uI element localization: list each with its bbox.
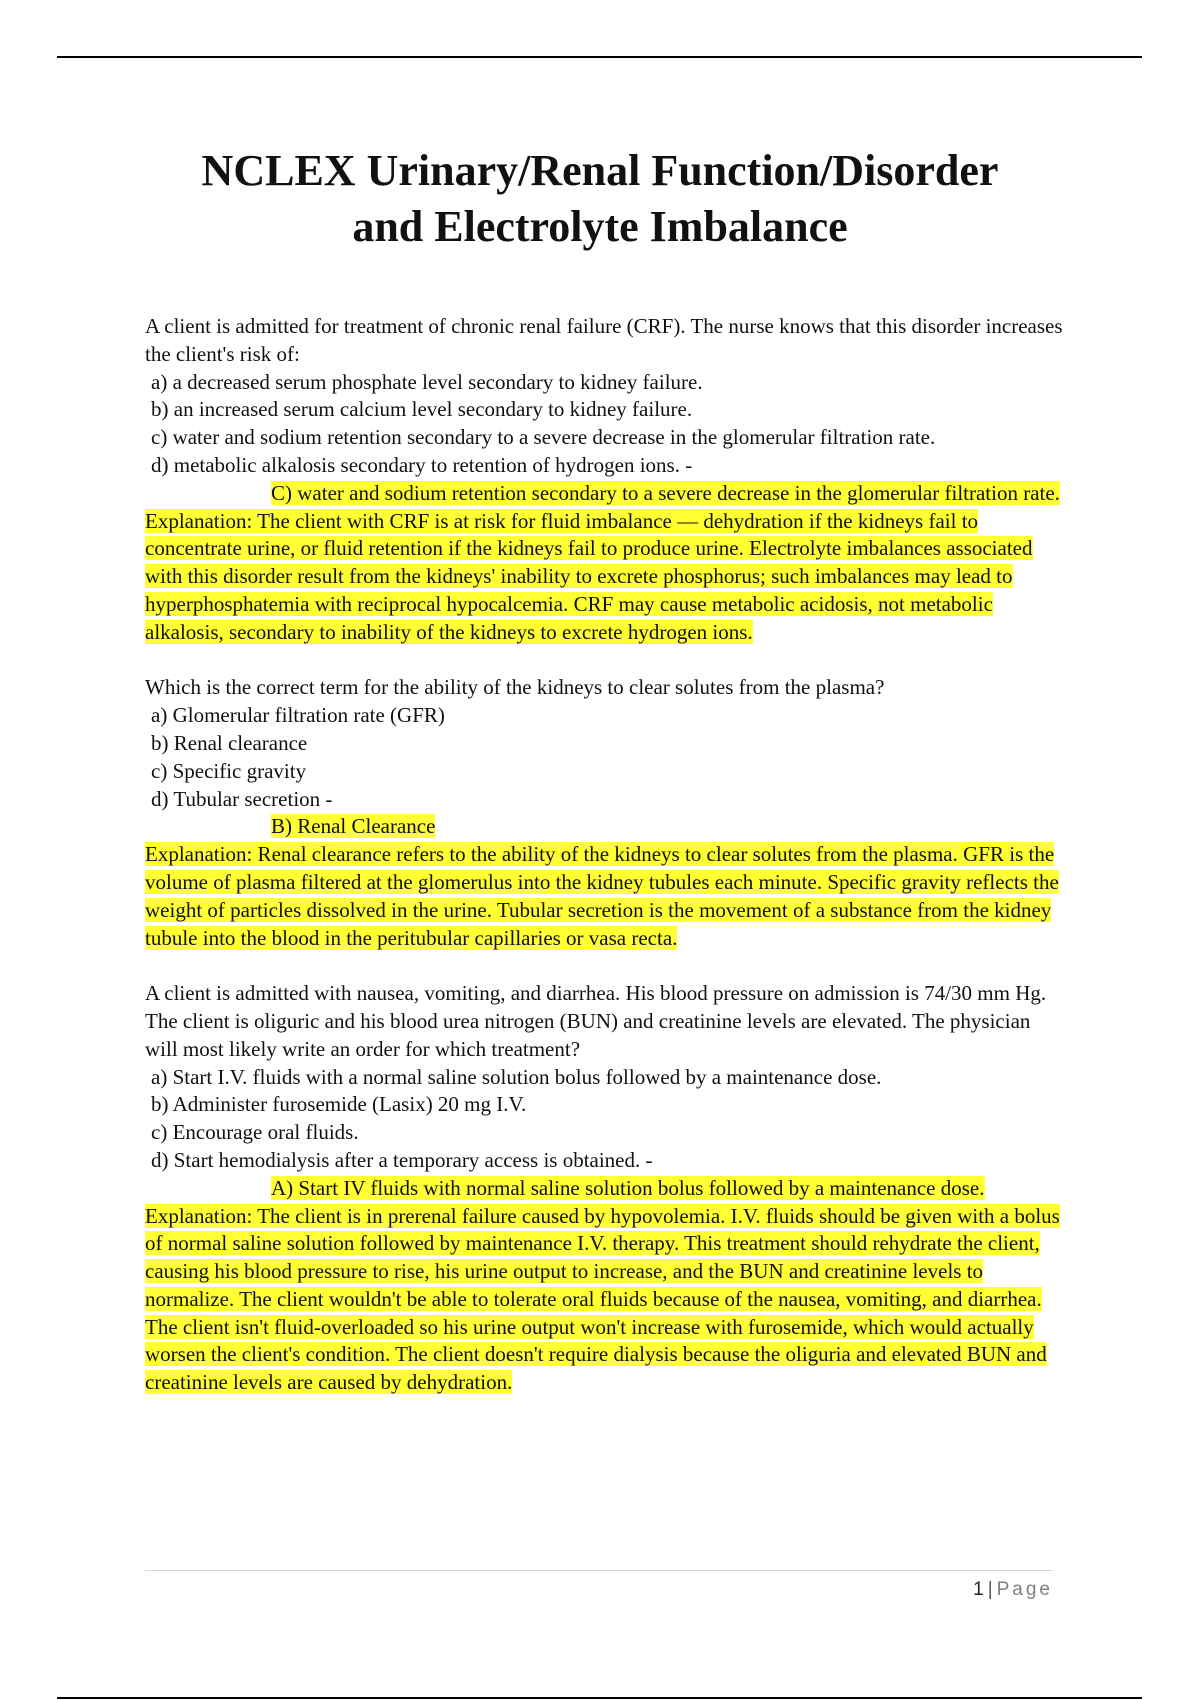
question-1 [145, 313, 1068, 647]
option-b: b) Administer furosemide (Lasix) 20 mg I.V. [151, 1092, 527, 1117]
answer-line [145, 1175, 1065, 1203]
page-number: 1 [973, 1579, 984, 1600]
option-a: a) Start I.V. fluids with a normal saline solution bolus followed by a maintenance dose. [151, 1064, 882, 1089]
title-line-2: and Electrolyte Imbalance [352, 202, 848, 251]
option-b: b) Renal clearance [151, 730, 308, 755]
correct-answer: B) Renal Clearance [271, 814, 436, 839]
correct-answer: A) Start IV fluids with normal saline solution bolus followed by a maintenance dose. [271, 1175, 985, 1200]
option-c: c) water and sodium retention secondary to a severe decrease in the glomerular filtration rate. [151, 425, 936, 450]
page-label: Page [996, 1579, 1053, 1600]
bottom-rule [57, 1697, 1142, 1699]
question-3 [145, 980, 1065, 1397]
footer-rule [145, 1570, 1053, 1571]
correct-answer: C) water and sodium retention secondary to a severe decrease in the glomerular filtration rate. [271, 480, 1060, 505]
title-line-1: NCLEX Urinary/Renal Function/Disorder [201, 146, 999, 195]
page-footer [973, 1578, 1053, 1602]
answer-line [145, 480, 1065, 508]
question-2 [145, 674, 1065, 952]
page-separator: | [987, 1579, 993, 1600]
question-stem: Which is the correct term for the ability of the kidneys to clear solutes from the plasma? [145, 675, 885, 700]
document-title [120, 143, 1080, 255]
explanation-block [145, 1203, 1065, 1398]
option-d: d) metabolic alkalosis secondary to retention of hydrogen ions. - [151, 452, 693, 477]
question-stem: A client is admitted with nausea, vomiting, and diarrhea. His blood pressure on admission is 74/30 mm Hg. The client is oliguric and his blood urea nitrogen (BUN) and creatinine levels are elevated. The physician will most likely write an order for which treatment? [145, 981, 1051, 1061]
option-d: d) Start hemodialysis after a temporary access is obtained. - [151, 1147, 653, 1172]
explanation-block [145, 508, 1065, 647]
option-a: a) Glomerular filtration rate (GFR) [151, 703, 445, 728]
explanation-block [145, 841, 1065, 952]
explanation-text: Explanation: The client is in prerenal failure caused by hypovolemia. I.V. fluids should be given with a bolus of normal saline solution followed by maintenance I.V. therapy. This treatment should rehydrate the client, causing his blood pressure to rise, his urine output to increase, and the BUN and creatinine levels to normalize. The client wouldn't be able to tolerate oral fluids because of the nausea, vomiting, and diarrhea. The client isn't fluid-overloaded so his urine output won't increase with furosemide, which would actually worsen the client's condition. The client doesn't require dialysis because the oliguria and elevated BUN and creatinine levels are caused by dehydration. [145, 1203, 1060, 1395]
explanation-text: Explanation: The client with CRF is at risk for fluid imbalance — dehydration if the kidneys fail to concentrate urine, or fluid retention if the kidneys fail to produce urine. Electrolyte imbalances associated with this disorder result from the kidneys' inability to excrete phosphorus; such imbalances may lead to hyperphosphatemia with reciprocal hypocalcemia. CRF may cause metabolic acidosis, not metabolic alkalosis, secondary to inability of the kidneys to excrete hydrogen ions. [145, 508, 1033, 644]
option-a: a) a decreased serum phosphate level secondary to kidney failure. [151, 369, 703, 394]
top-rule [57, 56, 1142, 58]
option-c: c) Specific gravity [151, 758, 307, 783]
document-body [145, 313, 1068, 1425]
explanation-text: Explanation: Renal clearance refers to the ability of the kidneys to clear solutes from the plasma. GFR is the volume of plasma filtered at the glomerulus into the kidney tubules each minute. Specific gravity reflects the weight of particles dissolved in the urine. Tubular secretion is the movement of a substance from the kidney tubule into the blood in the peritubular capillaries or vasa recta. [145, 842, 1059, 950]
option-c: c) Encourage oral fluids. [151, 1120, 359, 1145]
answer-line [145, 813, 1065, 841]
option-d: d) Tubular secretion - [151, 786, 333, 811]
question-stem: A client is admitted for treatment of chronic renal failure (CRF). The nurse knows that this disorder increases the client's risk of: [145, 314, 1068, 366]
option-b: b) an increased serum calcium level secondary to kidney failure. [151, 397, 693, 422]
